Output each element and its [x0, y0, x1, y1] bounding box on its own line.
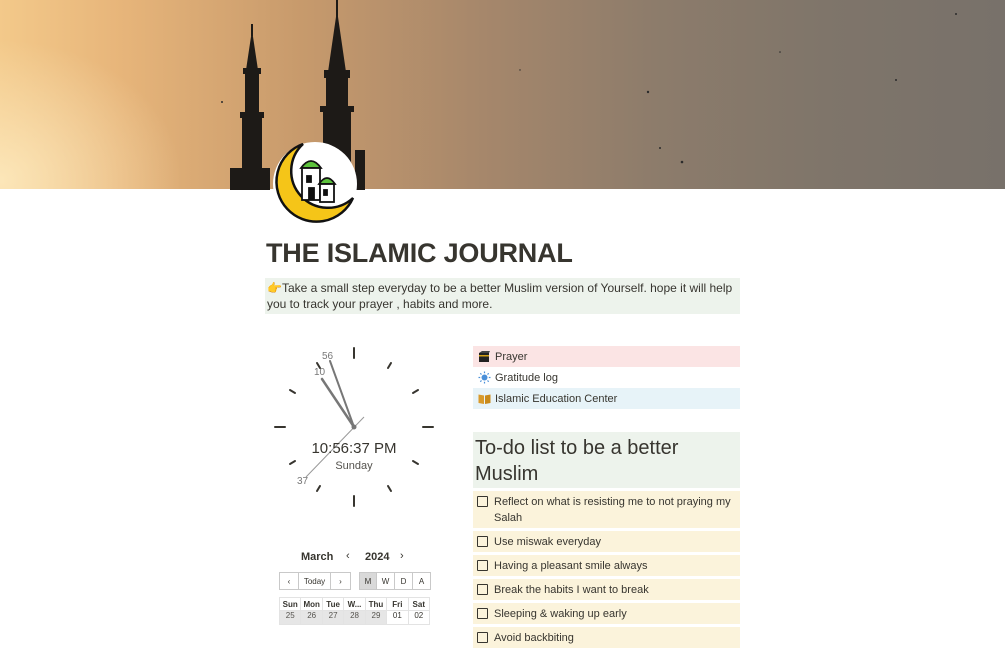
calendar-view-switcher	[359, 572, 431, 590]
weekday-header: Mon	[301, 598, 322, 611]
mosque-icon[interactable]	[271, 140, 357, 226]
page-title: THE ISLAMIC JOURNAL	[266, 238, 573, 268]
calendar-day[interactable]: 02	[408, 611, 429, 625]
calendar-day[interactable]: 25	[280, 611, 301, 625]
todo-text[interactable]: Use miswak everyday	[494, 536, 601, 548]
link-islamic-education-center[interactable]	[473, 388, 740, 409]
chevron-right-icon[interactable]: ›	[400, 550, 404, 562]
todo-checkbox[interactable]	[477, 536, 488, 547]
todo-item	[473, 531, 740, 552]
todo-checkbox[interactable]	[477, 560, 488, 571]
todo-text[interactable]: Break the habits I want to break	[494, 584, 649, 596]
calendar-day[interactable]: 27	[322, 611, 343, 625]
minute-label: 56	[322, 351, 334, 362]
calendar-back-button[interactable]: ‹	[279, 572, 299, 590]
clock-face	[264, 337, 444, 517]
todo-heading: To-do list to be a better Muslim	[473, 432, 740, 488]
cover-image	[0, 0, 1005, 189]
weekday-header: W...	[344, 598, 365, 611]
clock-time: 10:56:37 PM	[311, 440, 397, 457]
link-prayer[interactable]	[473, 346, 740, 367]
pointing-hand-icon: 👉	[267, 281, 282, 295]
todo-list	[473, 491, 740, 651]
todo-item	[473, 555, 740, 576]
link-label: Prayer	[495, 350, 528, 363]
calendar-day[interactable]: 29	[365, 611, 386, 625]
calendar-year[interactable]: 2024	[365, 551, 390, 563]
view-agenda-button[interactable]: A	[413, 572, 431, 590]
todo-item	[473, 491, 740, 528]
link-gratitude-log[interactable]	[473, 367, 740, 388]
calendar-forward-button[interactable]: ›	[331, 572, 351, 590]
todo-item	[473, 627, 740, 648]
todo-checkbox[interactable]	[477, 608, 488, 619]
calendar-header	[279, 549, 429, 567]
weekday-header: Sun	[280, 598, 301, 611]
minute-hand	[330, 361, 354, 427]
clock-widget	[264, 337, 444, 517]
todo-text[interactable]: Sleeping & waking up early	[494, 608, 627, 620]
view-week-button[interactable]: W	[377, 572, 395, 590]
weekday-header: Fri	[387, 598, 408, 611]
sun-icon	[477, 371, 491, 385]
todo-text[interactable]: Avoid backbiting	[494, 632, 574, 644]
callout-text: Take a small step everyday to be a better Muslim version of Yourself. hope it will help you to track your prayer , habits and more.	[267, 281, 733, 311]
calendar-day[interactable]: 28	[344, 611, 365, 625]
todo-text[interactable]: Reflect on what is resisting me to not praying my Salah	[494, 496, 731, 524]
second-label: 37	[297, 476, 309, 487]
todo-text[interactable]: Having a pleasant smile always	[494, 560, 648, 572]
calendar-day[interactable]: 01	[387, 611, 408, 625]
todo-item	[473, 579, 740, 600]
callout-block	[265, 278, 740, 314]
hour-hand	[322, 379, 354, 427]
page-links	[473, 346, 740, 409]
clock-day: Sunday	[335, 460, 373, 472]
calendar-grid	[279, 597, 430, 625]
todo-checkbox[interactable]	[477, 632, 488, 643]
weekday-header: Thu	[365, 598, 386, 611]
hour-label: 10	[314, 367, 326, 378]
weekday-header: Tue	[322, 598, 343, 611]
todo-checkbox[interactable]	[477, 584, 488, 595]
view-day-button[interactable]: D	[395, 572, 413, 590]
kaaba-icon	[477, 350, 491, 364]
weekday-header: Sat	[408, 598, 429, 611]
calendar-day[interactable]: 26	[301, 611, 322, 625]
view-month-button[interactable]: M	[359, 572, 377, 590]
link-label: Islamic Education Center	[495, 392, 618, 405]
todo-checkbox[interactable]	[477, 496, 488, 507]
chevron-left-icon[interactable]: ‹	[346, 550, 350, 562]
link-label: Gratitude log	[495, 371, 558, 384]
calendar-nav	[279, 572, 351, 590]
calendar-today-button[interactable]: Today	[299, 572, 331, 590]
book-icon	[477, 392, 491, 406]
calendar-month[interactable]: March	[301, 551, 334, 563]
todo-item	[473, 603, 740, 624]
